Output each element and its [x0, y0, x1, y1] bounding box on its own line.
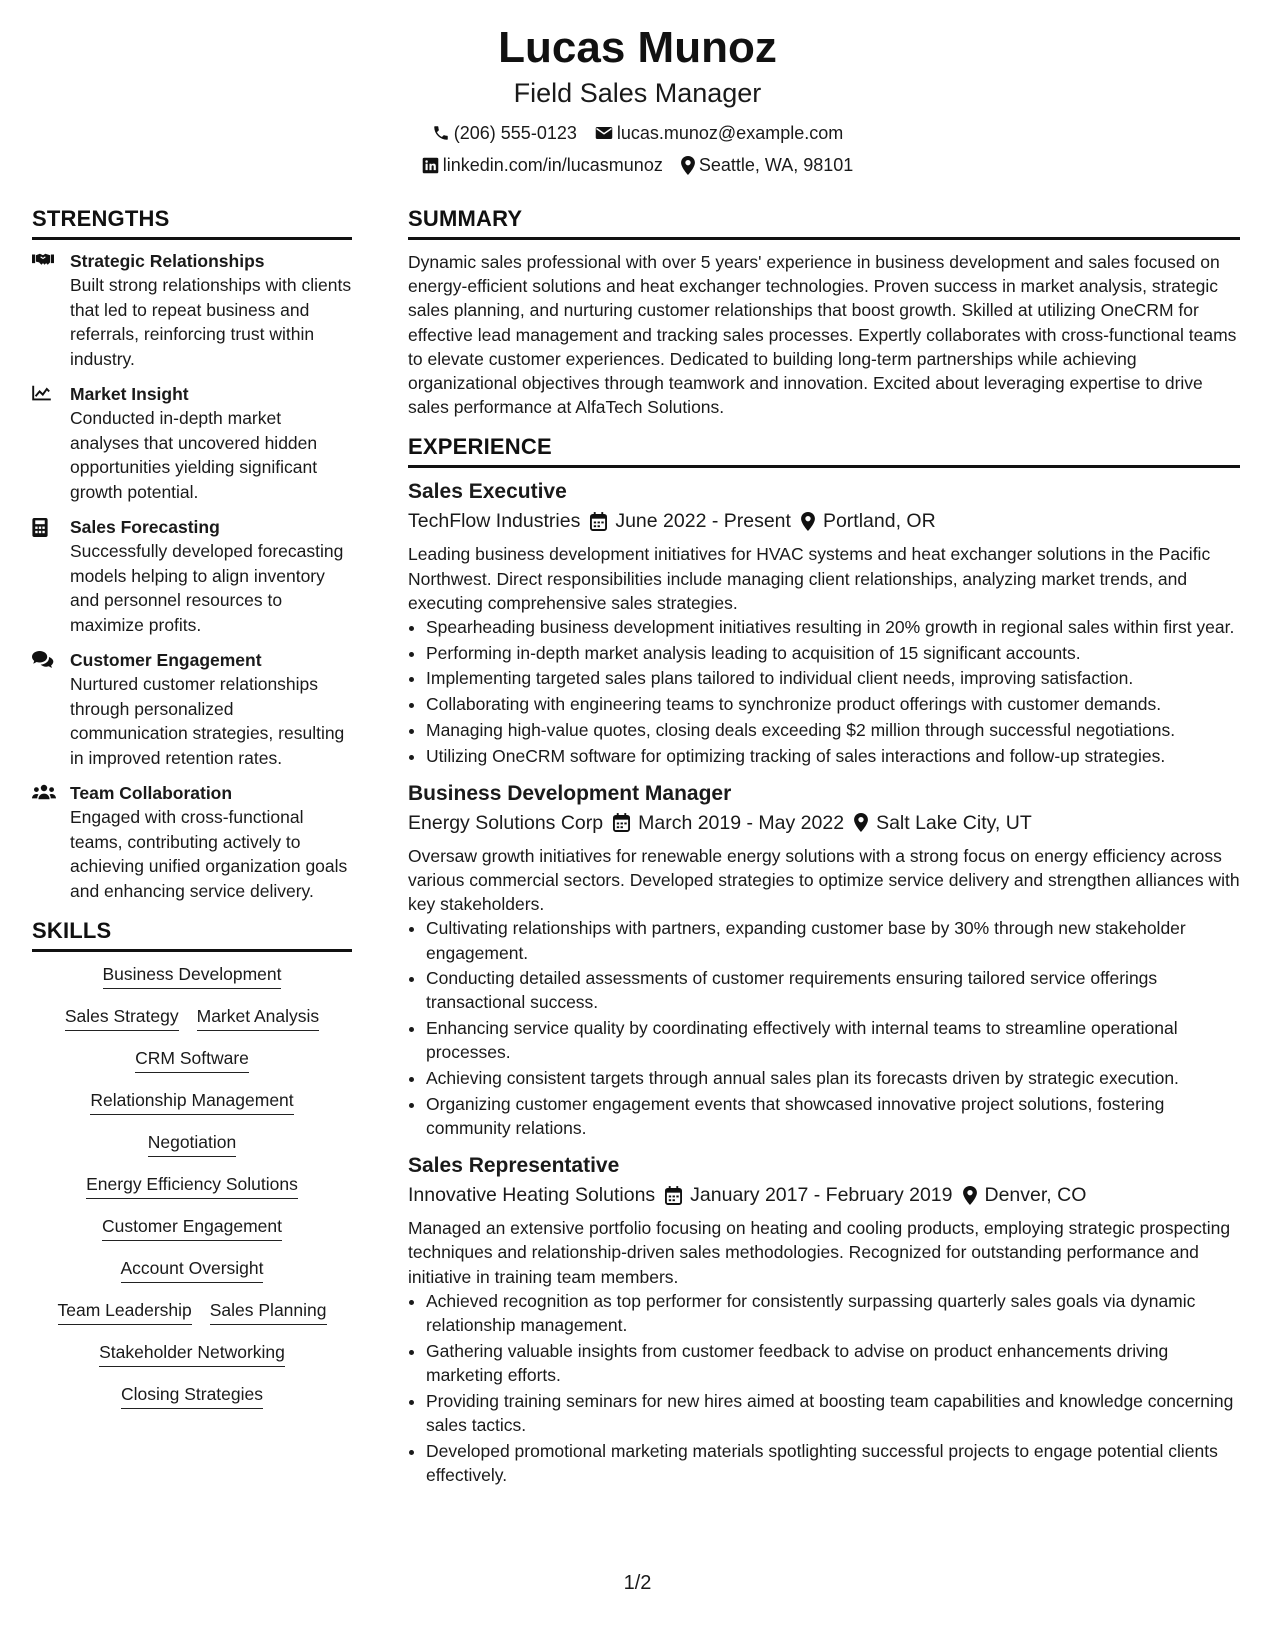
calendar-icon — [613, 813, 630, 832]
linkedin-icon — [422, 157, 439, 174]
job-meta — [408, 1180, 1240, 1210]
skills-list — [32, 962, 352, 1409]
job-meta — [408, 808, 1240, 838]
contact-row-1 — [0, 122, 1275, 144]
envelope-icon — [595, 125, 613, 141]
right-column — [408, 205, 1240, 1499]
job-bullets — [408, 916, 1240, 1140]
job-title: Business Development Manager — [408, 781, 732, 805]
skill-row — [32, 1382, 352, 1409]
skill-row — [32, 1088, 352, 1115]
strength-description: Nurtured customer relationships through personalized communication strategies, resulting in improved retention rates. — [70, 674, 345, 768]
summary-heading: SUMMARY — [408, 205, 1240, 240]
strength-title: Market Insight — [70, 384, 189, 404]
bullet-item: • Performing in-depth market analysis leading to acquisition of 15 significant accounts. — [426, 641, 1240, 665]
phone-text: (206) 555-0123 — [453, 123, 577, 143]
skill-tag: Customer Engagement — [102, 1214, 282, 1241]
strength-description: Built strong relationships with clients that led to repeat business and referrals, reinforcing trust within industry. — [70, 275, 352, 369]
strength-title: Customer Engagement — [70, 650, 262, 670]
skill-tag: Stakeholder Networking — [99, 1340, 285, 1367]
company-name: TechFlow Industries — [408, 510, 581, 533]
skills-heading: SKILLS — [32, 917, 352, 952]
calendar-icon — [590, 512, 607, 531]
job-dates — [613, 808, 844, 838]
strengths-heading: STRENGTHS — [32, 205, 352, 240]
strength-description: Conducted in-depth market analyses that uncovered hidden opportunities yielding significant growth potential. — [70, 408, 318, 502]
job-location-text: Denver, CO — [984, 1184, 1087, 1207]
contact-row-2 — [0, 154, 1275, 176]
job-location — [801, 506, 936, 536]
skill-tag: CRM Software — [135, 1046, 249, 1073]
skill-row — [32, 1004, 352, 1031]
bullet-item: • Implementing targeted sales plans tailored to individual client needs, improving satisfaction. — [426, 666, 1240, 690]
job-title: Sales Executive — [408, 480, 567, 504]
skill-row — [32, 1214, 352, 1241]
strength-item — [32, 782, 352, 903]
bullet-item: • Managing high-value quotes, closing deals exceeding $2 million through successful negotiations. — [426, 718, 1240, 742]
job-location-text: Salt Lake City, UT — [876, 811, 1032, 834]
bullet-item: • Achieved recognition as top performer for consistently surpassing quarterly sales goals via dynamic relationship management. — [426, 1289, 1240, 1337]
strength-title: Strategic Relationships — [70, 251, 265, 271]
email-contact[interactable] — [595, 122, 843, 144]
skill-row — [32, 962, 352, 989]
bullet-item: • Achieving consistent targets through annual sales plan its forecasts driven by strategic execution. — [426, 1066, 1240, 1090]
bullet-item: • Utilizing OneCRM software for optimizing tracking of sales interactions and follow-up strategies. — [426, 744, 1240, 768]
job-description: Leading business development initiatives for HVAC systems and heat exchanger solutions in the Pacific Northwest. Direct responsibilities include managing client relationships, analyzing market trends, and executing comprehensive sales strategies. — [408, 544, 1211, 613]
job-bullets — [408, 615, 1240, 768]
strength-item — [32, 250, 352, 371]
skill-tag: Negotiation — [148, 1130, 237, 1157]
skill-row — [32, 1172, 352, 1199]
handshake-icon — [32, 250, 58, 371]
job-description: Oversaw growth initiatives for renewable energy solutions with a strong focus on energy efficiency across various commercial sectors. Developed strategies to optimize service delivery and strengthen alliances with key stakeholders. — [408, 845, 1240, 915]
map-pin-icon — [801, 512, 815, 531]
skill-row — [32, 1256, 352, 1283]
map-pin-icon — [854, 813, 868, 832]
bullet-item: • Cultivating relationships with partners, expanding customer base by 30% through new stakeholder engagement. — [426, 916, 1240, 964]
chart-line-icon — [32, 383, 58, 504]
job-dates — [590, 506, 791, 536]
job-location — [963, 1180, 1087, 1210]
bullet-item: • Gathering valuable insights from customer feedback to advise on product enhancements driving marketing efforts. — [426, 1339, 1240, 1387]
job-dates-text: June 2022 - Present — [615, 510, 791, 533]
calendar-icon — [665, 1186, 682, 1205]
job-location — [854, 808, 1032, 838]
skill-tag: Sales Planning — [210, 1298, 327, 1325]
skill-tag: Business Development — [103, 962, 282, 989]
skill-row — [32, 1298, 352, 1325]
company-name: Energy Solutions Corp — [408, 811, 604, 834]
page-number: 1/2 — [623, 1572, 652, 1594]
left-column — [32, 205, 352, 1424]
skill-tag: Market Analysis — [197, 1004, 320, 1031]
job-entry — [408, 780, 1240, 1140]
skill-tag: Team Leadership — [58, 1298, 192, 1325]
summary-text: Dynamic sales professional with over 5 years' experience in business development and sales focused on energy-efficient solutions and heat exchanger technologies. Proven success in market analysis, strategic sales planning, and nurturing customer relationships that boost growth. Skilled at utilizing OneCRM for effective lead management and tracking sales processes. Expertly collaborates with cross-functional teams to elevate customer experiences. Dedicated to building long-term partnerships while achieving organizational objectives through teamwork and innovation. Excited about leveraging expertise to drive sales performance at AlfaTech Solutions. — [408, 252, 1237, 418]
bullet-item: • Providing training seminars for new hires aimed at boosting team capabilities and knowledge concerning sales tactics. — [426, 1389, 1240, 1437]
experience-heading: EXPERIENCE — [408, 433, 1240, 468]
job-entry — [408, 1152, 1240, 1487]
map-pin-icon — [681, 156, 695, 175]
phone-icon — [432, 124, 450, 142]
skill-row — [32, 1340, 352, 1367]
email-text[interactable]: lucas.munoz@example.com — [616, 123, 844, 143]
job-title: Sales Representative — [408, 1154, 620, 1178]
bullet-item: • Enhancing service quality by coordinating effectively with internal teams to streamline operational processes. — [426, 1016, 1240, 1064]
linkedin-text[interactable]: linkedin.com/in/lucasmunoz — [442, 155, 663, 175]
location-text: Seattle, WA, 98101 — [698, 155, 854, 175]
job-description: Managed an extensive portfolio focusing on heating and cooling products, employing strategic prospecting techniques and relationship-driven sales methodologies. Recognized for outstanding performance and initiative in training team members. — [408, 1218, 1231, 1287]
linkedin-contact[interactable] — [422, 154, 663, 176]
strength-title: Sales Forecasting — [70, 517, 220, 537]
map-pin-icon — [963, 1186, 977, 1205]
job-dates-text: January 2017 - February 2019 — [690, 1184, 953, 1207]
calculator-icon — [32, 516, 58, 637]
users-icon — [32, 782, 58, 903]
bullet-item: • Spearheading business development initiatives resulting in 20% growth in regional sales within first year. — [426, 615, 1240, 639]
bullet-item: • Organizing customer engagement events that showcased innovative project solutions, fostering community relations. — [426, 1092, 1240, 1140]
skill-tag: Sales Strategy — [65, 1004, 179, 1031]
skill-tag: Energy Efficiency Solutions — [86, 1172, 298, 1199]
job-location-text: Portland, OR — [822, 510, 936, 533]
job-bullets — [408, 1289, 1240, 1487]
phone-contact — [432, 122, 577, 144]
strength-description: Engaged with cross-functional teams, contributing actively to achieving unified organization goals and enhancing service delivery. — [70, 807, 348, 901]
bullet-item: • Collaborating with engineering teams to synchronize product offerings with customer demands. — [426, 692, 1240, 716]
company-name: Innovative Heating Solutions — [408, 1184, 656, 1207]
skill-tag: Account Oversight — [121, 1256, 264, 1283]
skill-tag: Closing Strategies — [121, 1382, 263, 1409]
job-entry — [408, 478, 1240, 767]
strength-title: Team Collaboration — [70, 783, 233, 803]
skill-row — [32, 1130, 352, 1157]
strength-description: Successfully developed forecasting models helping to align inventory and personnel resources to maximize profits. — [70, 541, 344, 635]
strength-item — [32, 516, 352, 637]
job-dates-text: March 2019 - May 2022 — [638, 811, 845, 834]
candidate-name: Lucas Munoz — [498, 23, 777, 72]
job-meta — [408, 506, 1240, 536]
skill-tag: Relationship Management — [90, 1088, 293, 1115]
bullet-item: • Developed promotional marketing materials spotlighting successful projects to engage potential clients effectively. — [426, 1439, 1240, 1487]
skill-row — [32, 1046, 352, 1073]
location-contact — [681, 154, 853, 176]
strength-item — [32, 649, 352, 770]
strength-item — [32, 383, 352, 504]
bullet-item: • Conducting detailed assessments of customer requirements ensuring tailored service offerings transactional success. — [426, 966, 1240, 1014]
resume-header — [0, 20, 1275, 176]
job-dates — [665, 1180, 952, 1210]
candidate-title: Field Sales Manager — [513, 78, 762, 108]
comments-icon — [32, 649, 58, 770]
